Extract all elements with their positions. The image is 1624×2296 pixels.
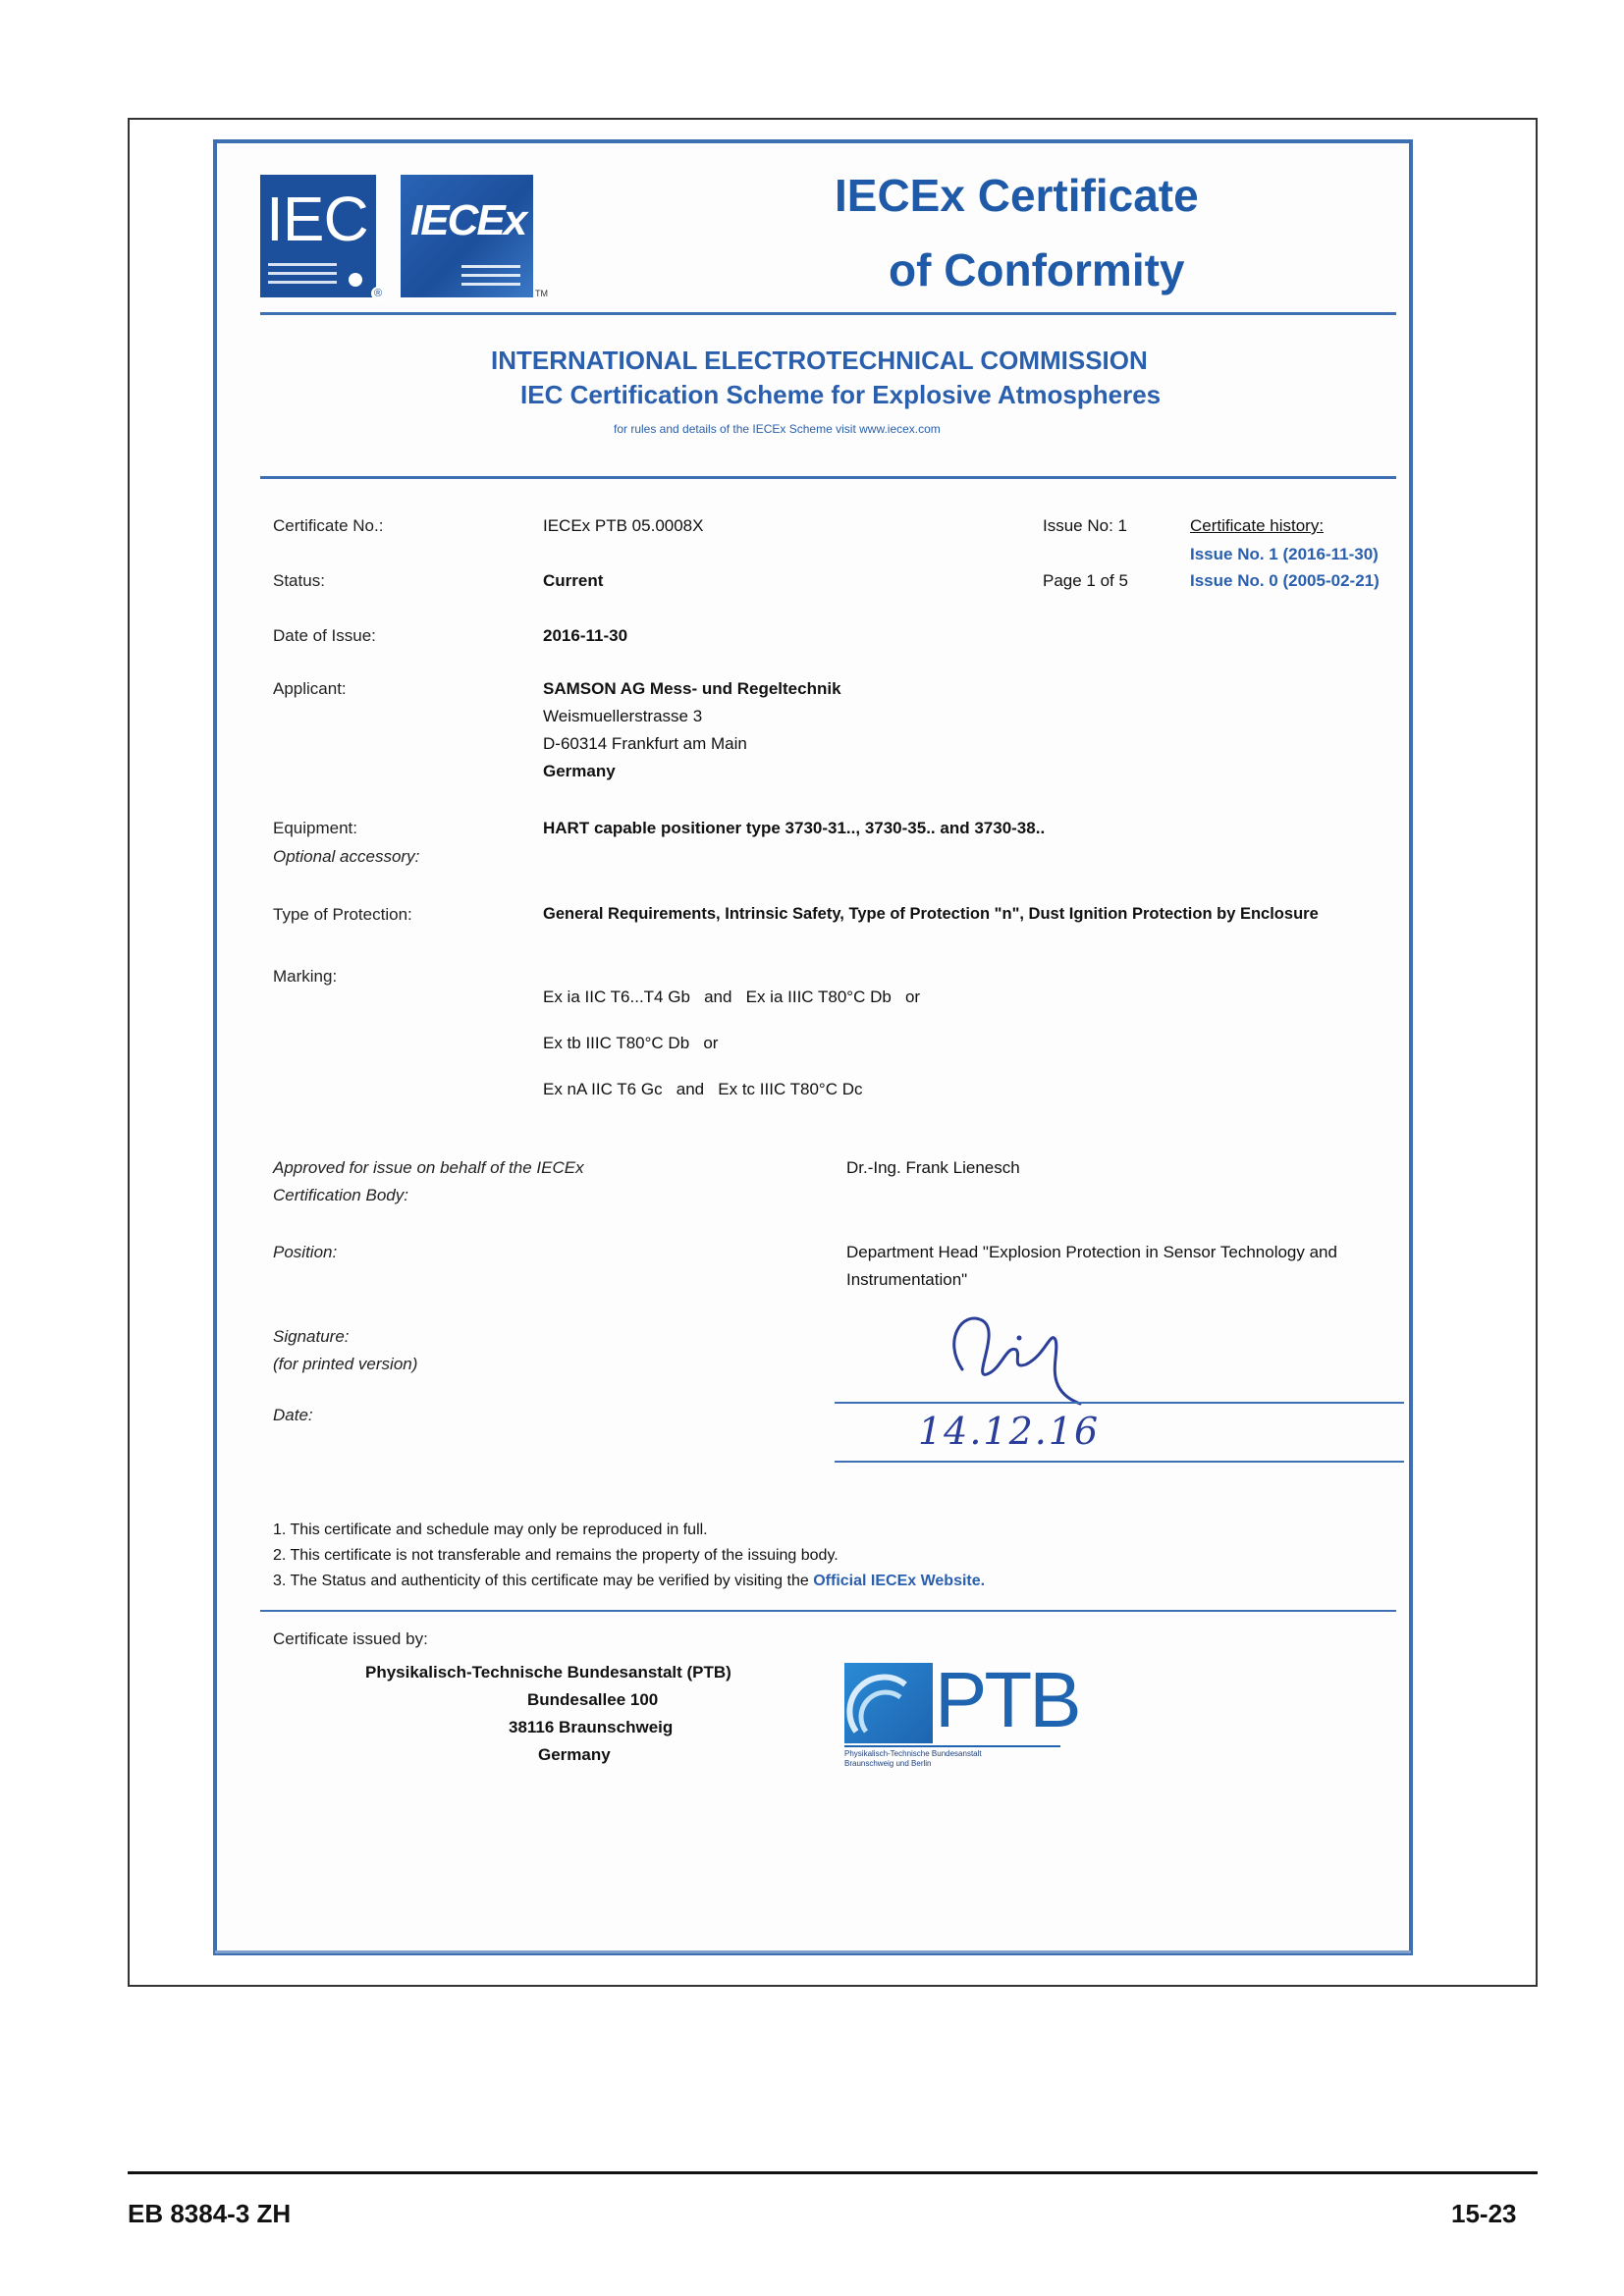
type-of-protection-label: Type of Protection: [273, 905, 412, 924]
page-indicator: Page 1 of 5 [1043, 571, 1128, 590]
approver-name: Dr.-Ing. Frank Lienesch [846, 1158, 1020, 1177]
ptb-logo-text: PTB [935, 1656, 1079, 1743]
issuer-name: Physikalisch-Technische Bundesanstalt (PTB) [365, 1663, 731, 1682]
trademark-icon: TM [535, 289, 548, 298]
iecex-logo-lines [461, 265, 520, 292]
note-3 [273, 1573, 985, 1590]
page-number: 15-23 [1451, 2199, 1517, 2228]
date-line [835, 1461, 1404, 1463]
document-id: EB 8384-3 ZH [128, 2199, 292, 2228]
ptb-logo-caption2: Braunschweig und Berlin [844, 1759, 932, 1768]
iecex-logo-text: IECEx [410, 196, 526, 244]
iec-logo-lines [268, 263, 337, 290]
iec-logo-text: IEC [266, 184, 368, 254]
status-value: Current [543, 571, 604, 590]
header-divider [260, 312, 1396, 315]
footer-divider [128, 2171, 1538, 2174]
iecex-website-link[interactable]: Official IECEx Website. [813, 1573, 986, 1589]
notes-divider [260, 1610, 1396, 1612]
history-issue-1: Issue No. 1 (2016-11-30) [1190, 545, 1379, 563]
applicant-label: Applicant: [273, 679, 347, 698]
certificate-number-label: Certificate No.: [273, 516, 384, 535]
date-label: Date: [273, 1406, 313, 1424]
certificate-history-label: Certificate history: [1190, 516, 1325, 535]
ptb-emblem-icon [846, 1673, 931, 1741]
applicant-country: Germany [543, 762, 616, 780]
signature-line [835, 1402, 1404, 1404]
equipment-value: HART capable positioner type 3730-31.., 3730-35.. and 3730-38.. [543, 819, 1046, 837]
marking-line-2: Ex tb IIIC T80°C Db or [543, 1034, 719, 1052]
position-label: Position: [273, 1243, 338, 1261]
issuer-country: Germany [538, 1745, 611, 1764]
issue-number: Issue No: 1 [1043, 516, 1127, 535]
marking-label: Marking: [273, 967, 338, 986]
ptb-logo-rule [844, 1745, 1060, 1747]
date-of-issue-label: Date of Issue: [273, 626, 376, 645]
equipment-label: Equipment: [273, 819, 357, 837]
iec-logo [260, 175, 383, 299]
organization-name: INTERNATIONAL ELECTROTECHNICAL COMMISSION [491, 346, 1148, 375]
note-3-text: 3. The Status and authenticity of this certificate may be verified by visiting the [273, 1573, 814, 1589]
issued-by-label: Certificate issued by: [273, 1629, 428, 1648]
marking-line-3: Ex nA IIC T6 Gc and Ex tc IIIC T80°C Dc [543, 1080, 863, 1098]
applicant-city: D-60314 Frankfurt am Main [543, 734, 747, 753]
applicant-street: Weismuellerstrasse 3 [543, 707, 703, 725]
approved-label-line2: Certification Body: [273, 1186, 408, 1204]
date-of-issue: 2016-11-30 [543, 626, 628, 645]
iecex-logo [401, 175, 533, 297]
certificate-number: IECEx PTB 05.0008X [543, 516, 704, 535]
page-title-line2: of Conformity [889, 244, 1185, 295]
ptb-logo-caption1: Physikalisch-Technische Bundesanstalt [844, 1749, 982, 1758]
optional-accessory-label: Optional accessory: [273, 847, 420, 866]
org-divider [260, 476, 1396, 479]
status-label: Status: [273, 571, 325, 590]
marking-line-1: Ex ia IIC T6...T4 Gb and Ex ia IIIC T80°C Db or [543, 988, 921, 1006]
history-issue-0: Issue No. 0 (2005-02-21) [1190, 571, 1380, 590]
signature-label-line2: (for printed version) [273, 1355, 418, 1373]
certificate-border [213, 139, 1413, 1955]
ptb-logo [844, 1656, 1079, 1768]
registered-icon: ® [371, 287, 385, 300]
issuer-street: Bundesallee 100 [527, 1690, 659, 1709]
signature-label-line1: Signature: [273, 1327, 350, 1346]
approved-label-line1: Approved for issue on behalf of the IECEx [273, 1158, 584, 1177]
signature-image [933, 1301, 1110, 1409]
position-line2: Instrumentation" [846, 1270, 968, 1289]
issuer-city: 38116 Braunschweig [509, 1718, 674, 1736]
rules-note: for rules and details of the IECEx Scheme visit www.iecex.com [614, 422, 941, 436]
page-title-line1: IECEx Certificate [835, 170, 1199, 221]
iec-logo-dot [349, 273, 362, 287]
type-of-protection-value: General Requirements, Intrinsic Safety, Type of Protection "n", Dust Ignition Protection by Enclosure [543, 905, 1319, 923]
scheme-name: IEC Certification Scheme for Explosive Atmospheres [520, 380, 1162, 409]
note-1: 1. This certificate and schedule may only be reproduced in full. [273, 1522, 708, 1538]
position-line1: Department Head "Explosion Protection in Sensor Technology and [846, 1243, 1337, 1261]
note-2: 2. This certificate is not transferable and remains the property of the issuing body. [273, 1547, 839, 1564]
handwritten-date: 14.12.16 [918, 1410, 1101, 1453]
applicant-name: SAMSON AG Mess- und Regeltechnik [543, 679, 841, 698]
